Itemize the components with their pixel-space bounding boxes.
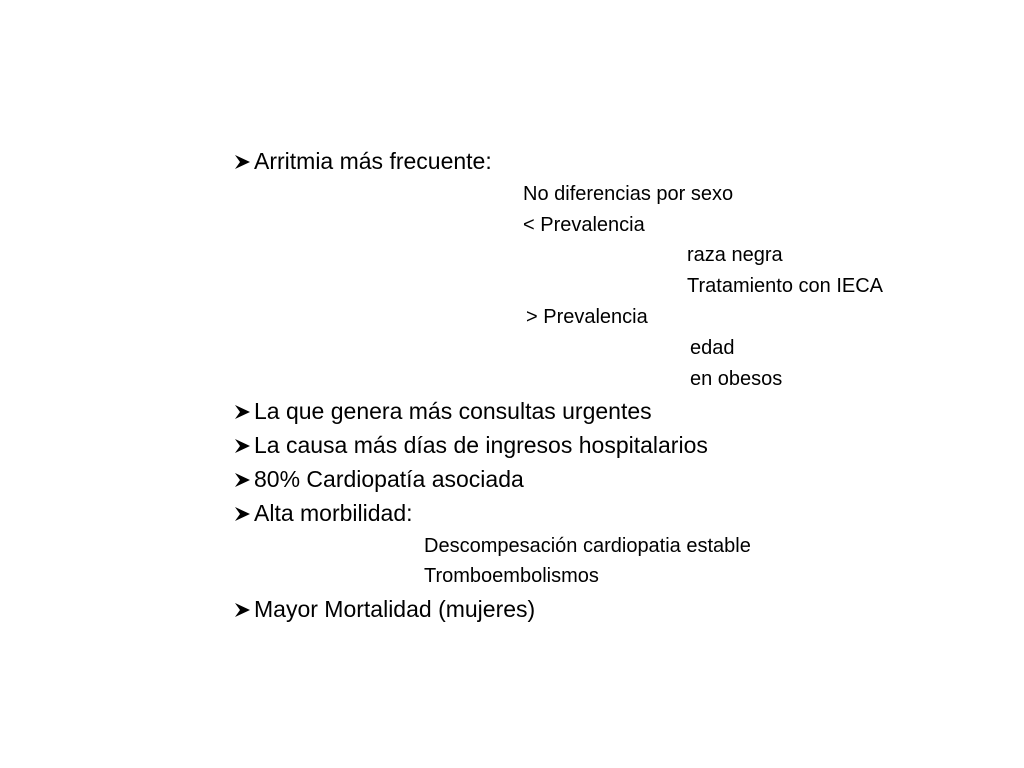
- bullet-mortalidad: [233, 598, 535, 621]
- bullet-text: Mayor Mortalidad (mujeres): [254, 596, 536, 622]
- arrow-bullet-icon: [233, 471, 252, 489]
- arrow-bullet-icon: [233, 505, 252, 523]
- bullet-consultas: [233, 400, 652, 423]
- arrow-bullet-icon: [233, 403, 252, 421]
- sub-item: en obesos: [690, 368, 783, 390]
- arrow-bullet-icon: [233, 601, 252, 619]
- sub-item: > Prevalencia: [526, 306, 648, 328]
- bullet-morbilidad: [233, 502, 413, 525]
- bullet-ingresos: [233, 434, 708, 457]
- sub-item: No diferencias por sexo: [523, 183, 734, 205]
- sub-item: Descompesación cardiopatia estable: [424, 535, 751, 557]
- arrow-bullet-icon: [233, 437, 252, 455]
- sub-item: raza negra: [687, 244, 783, 266]
- bullet-arritmia: [233, 150, 492, 173]
- arrow-bullet-icon: [233, 153, 252, 171]
- sub-item: edad: [690, 337, 735, 359]
- sub-item: < Prevalencia: [523, 214, 645, 236]
- bullet-text: 80% Cardiopatía asociada: [254, 466, 524, 492]
- bullet-text: La causa más días de ingresos hospitalarios: [254, 432, 708, 458]
- bullet-cardiopatia: [233, 468, 524, 491]
- sub-item: Tratamiento con IECA: [687, 275, 884, 297]
- bullet-text: Alta morbilidad:: [254, 500, 413, 526]
- bullet-text: La que genera más consultas urgentes: [254, 398, 652, 424]
- bullet-text: Arritmia más frecuente:: [254, 148, 492, 174]
- sub-item: Tromboembolismos: [424, 565, 599, 587]
